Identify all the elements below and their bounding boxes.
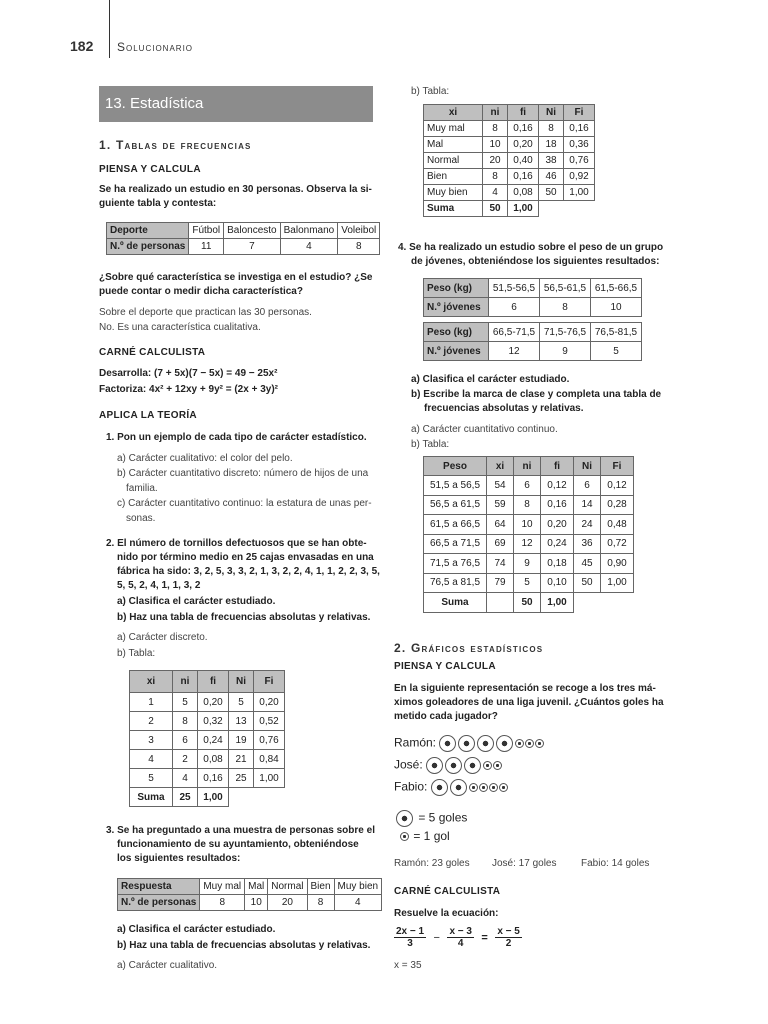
table-cell: 8 — [307, 895, 334, 911]
table-cell: Bien — [307, 879, 334, 895]
table-cell: 0,16 — [541, 495, 574, 515]
table-cell: 0,24 — [541, 534, 574, 554]
table-cell: 10 — [591, 298, 642, 317]
table-cell: 9 — [514, 554, 541, 574]
table-cell: 4 — [280, 239, 338, 255]
table-cell: 66,5 a 71,5 — [424, 534, 487, 554]
desarrolla-line: Desarrolla: (7 + 5x)(7 − 5x) = 49 − 25x² — [99, 368, 278, 379]
header-divider — [109, 0, 110, 58]
q2-line-2: nido por término medio en 25 cajas envasadas en una — [117, 552, 374, 563]
q2-answer-a: a) Carácter discreto. — [117, 632, 208, 643]
table-cell: 20 — [483, 153, 508, 169]
fraction: $\frac{x - 5}{2}$ — [497, 926, 520, 949]
equation — [394, 926, 522, 949]
table-cell: 51,5 a 56,5 — [424, 476, 487, 496]
table-cell: 0,16 — [508, 169, 539, 185]
running-title: Solucionario — [117, 40, 194, 54]
table-total: 25 — [173, 788, 198, 807]
table-header: fi — [198, 671, 229, 693]
table-header: Fi — [564, 105, 595, 121]
table-cell: 74 — [487, 554, 514, 574]
q4-answer-b: b) Tabla: — [411, 439, 450, 450]
q1-answer-a: a) Carácter cualitativo: el color del pelo. — [117, 453, 293, 464]
small-soccer-ball-icon — [535, 739, 544, 748]
table-cell: 8 — [173, 712, 198, 731]
table-cell: 12 — [489, 342, 540, 361]
table-cell: 1,00 — [564, 185, 595, 201]
carne-heading-2: CARNÉ CALCULISTA — [394, 886, 501, 897]
pictogram-row-fabio — [394, 779, 509, 796]
table-cell: 5 — [229, 693, 254, 712]
table-cell: 2 — [130, 712, 173, 731]
table-cell: 1,00 — [254, 769, 285, 788]
table-header: N.º jóvenes — [424, 298, 489, 317]
table-cell: 5 — [514, 573, 541, 593]
table-cell: 45 — [574, 554, 601, 574]
table-cell: 24 — [574, 515, 601, 535]
table-cell: 8 — [514, 495, 541, 515]
table-cell: 10 — [514, 515, 541, 535]
table-cell: 51,5-56,5 — [489, 279, 540, 298]
table-cell: 0,24 — [198, 731, 229, 750]
table-cell: 10 — [483, 137, 508, 153]
soccer-ball-icon — [439, 735, 456, 752]
table-total: 1,00 — [508, 201, 539, 217]
answer-fabio: Fabio: 14 goles — [581, 858, 650, 869]
table-header: Fi — [601, 457, 634, 476]
q1-answer-c: c) Carácter cuantitativo continuo: la estatura de unas per- — [117, 498, 372, 509]
q4-answer-a: a) Carácter cuantitativo continuo. — [411, 424, 558, 435]
table-cell: 6 — [173, 731, 198, 750]
table-cell: Bien — [424, 169, 483, 185]
table-cell: 0,76 — [254, 731, 285, 750]
table-q2 — [129, 670, 285, 807]
table-cell: 50 — [574, 573, 601, 593]
question-line-1: ¿Sobre qué característica se investiga en el estudio? ¿Se — [99, 272, 373, 283]
answer-ramon: Ramón: 23 goles — [394, 858, 470, 869]
table-cell: 8 — [483, 169, 508, 185]
table-cell: 18 — [539, 137, 564, 153]
table-total: 50 — [483, 201, 508, 217]
legend-small-label: = 1 gol — [413, 829, 450, 843]
table-cell: Muy mal — [200, 879, 245, 895]
p2-line-2: ximos goleadores de una liga juvenil. ¿Cuántos goles ha — [394, 697, 664, 708]
table-cell: 10 — [245, 895, 268, 911]
table-header: Ni — [574, 457, 601, 476]
table-cell: 14 — [574, 495, 601, 515]
ball-icons — [426, 758, 503, 772]
q3-line-1: 3. Se ha preguntado a una muestra de personas sobre el — [106, 825, 375, 836]
small-soccer-ball-icon — [493, 761, 502, 770]
table-cell: 0,08 — [198, 750, 229, 769]
table-cell: 0,32 — [198, 712, 229, 731]
table-cell: 61,5-66,5 — [591, 279, 642, 298]
answer-jose: José: 17 goles — [492, 858, 557, 869]
solution: x = 35 — [394, 960, 422, 971]
table-cell: 1 — [130, 693, 173, 712]
q2-line-1: 2. El número de tornillos defectuosos que se han obte- — [106, 538, 367, 549]
table-cell: 0,08 — [508, 185, 539, 201]
table-cell: 8 — [338, 239, 380, 255]
table-header: N.º de personas — [107, 239, 189, 255]
table-cell: 36 — [574, 534, 601, 554]
table-cell: 0,20 — [198, 693, 229, 712]
q3-a: a) Clasifica el carácter estudiado. — [117, 924, 276, 935]
pictogram-row-ramon — [394, 735, 545, 752]
table-cell: 1,00 — [601, 573, 634, 593]
table-cell: 25 — [229, 769, 254, 788]
answer-line-2: No. Es una característica cualitativa. — [99, 322, 261, 333]
table-cell: Fútbol — [189, 223, 224, 239]
answer-line-1: Sobre el deporte que practican las 30 personas. — [99, 307, 312, 318]
table-header: Peso (kg) — [424, 279, 489, 298]
table-cell: 38 — [539, 153, 564, 169]
table-total: 1,00 — [198, 788, 229, 807]
small-soccer-ball-icon — [479, 783, 488, 792]
fraction: $\frac{2x - 1}{3}$ — [396, 926, 425, 949]
table-cell: Balonmano — [280, 223, 338, 239]
table-cell: 64 — [487, 515, 514, 535]
q3-answer-a: a) Carácter cualitativo. — [117, 960, 218, 971]
table-cell: 69 — [487, 534, 514, 554]
table-cell: 0,16 — [508, 121, 539, 137]
table-cell: 0,52 — [254, 712, 285, 731]
ball-icons — [439, 736, 545, 750]
table-cell: Baloncesto — [224, 223, 280, 239]
table-cell: 50 — [539, 185, 564, 201]
table-cell: 0,40 — [508, 153, 539, 169]
table-cell: 0,36 — [564, 137, 595, 153]
soccer-ball-icon — [464, 757, 481, 774]
table-cell: 0,12 — [601, 476, 634, 496]
table-cell: 12 — [514, 534, 541, 554]
table-cell: 0,84 — [254, 750, 285, 769]
table-q3 — [117, 878, 382, 911]
table-header: Ni — [229, 671, 254, 693]
table-cell: 0,90 — [601, 554, 634, 574]
legend-big — [396, 810, 467, 827]
table-cell: 0,18 — [541, 554, 574, 574]
table-cell: 0,16 — [198, 769, 229, 788]
soccer-ball-icon — [450, 779, 467, 796]
soccer-ball-icon — [426, 757, 443, 774]
table-cell: 4 — [173, 769, 198, 788]
table-cell: 0,20 — [508, 137, 539, 153]
table-q4a — [423, 278, 642, 317]
q1-answer-b-cont: familia. — [126, 483, 158, 494]
table-cell: 0,92 — [564, 169, 595, 185]
table-cell: Normal — [424, 153, 483, 169]
q1-answer-b: b) Carácter cuantitativo discreto: número de hijos de una — [117, 468, 369, 479]
small-soccer-ball-icon — [483, 761, 492, 770]
table-cell: 3 — [130, 731, 173, 750]
table-cell: 6 — [489, 298, 540, 317]
p2-line-3: metido cada jugador? — [394, 711, 498, 722]
table-header: fi — [541, 457, 574, 476]
table-cell: 54 — [487, 476, 514, 496]
table-cell: 9 — [540, 342, 591, 361]
q3-line-3: los siguientes resultados: — [117, 853, 241, 864]
section-2-title: 2. Gráficos estadísticos — [394, 641, 544, 655]
table-header: Deporte — [107, 223, 189, 239]
q2-answer-b: b) Tabla: — [117, 648, 156, 659]
player-name: Fabio: — [394, 779, 428, 794]
table-cell: 19 — [229, 731, 254, 750]
table-header: Ni — [539, 105, 564, 121]
table-header: N.º de personas — [118, 895, 200, 911]
soccer-ball-icon — [396, 810, 413, 827]
ball-icons — [431, 780, 509, 794]
section-1-title: 1. Tablas de frecuencias — [99, 138, 252, 152]
table-cell: 0,20 — [541, 515, 574, 535]
table-cell: 0,76 — [564, 153, 595, 169]
question-line-2: puede contar o medir dicha característica? — [99, 286, 303, 297]
fraction: $\frac{x - 3}{4}$ — [449, 926, 472, 949]
q1-text: 1. Pon un ejemplo de cada tipo de carácter estadístico. — [106, 432, 367, 443]
deporte-table — [106, 222, 380, 255]
small-soccer-ball-icon — [469, 783, 478, 792]
table-cell: 56,5 a 61,5 — [424, 495, 487, 515]
table-total: 50 — [514, 593, 541, 613]
table-cell: 79 — [487, 573, 514, 593]
factoriza-line: Factoriza: 4x² + 12xy + 9y² = (2x + 3y)² — [99, 384, 278, 395]
intro-line-1: Se ha realizado un estudio en 30 personas. Observa la si- — [99, 184, 372, 195]
q3-line-2: funcionamiento de su ayuntamiento, obteniéndose — [117, 839, 359, 850]
small-soccer-ball-icon — [400, 832, 409, 841]
table-cell: 13 — [229, 712, 254, 731]
soccer-ball-icon — [431, 779, 448, 796]
table-cell: 59 — [487, 495, 514, 515]
piensa-heading-2: PIENSA Y CALCULA — [394, 661, 496, 672]
table-cell: 71,5 a 76,5 — [424, 554, 487, 574]
q3-b: b) Haz una tabla de frecuencias absolutas y relativas. — [117, 940, 371, 951]
q2-line-3: fábrica ha sido: 3, 2, 5, 3, 3, 2, 1, 3, 2, 2, 4, 1, 1, 2, 2, 3, 5, — [117, 566, 380, 577]
table-q4c — [423, 456, 634, 613]
table-header: N.º jóvenes — [424, 342, 489, 361]
table-cell: 11 — [189, 239, 224, 255]
table-cell: Voleibol — [338, 223, 380, 239]
table-cell: 0,28 — [601, 495, 634, 515]
table-cell: 76,5 a 81,5 — [424, 573, 487, 593]
table-cell: 0,12 — [541, 476, 574, 496]
intro-line-2: guiente tabla y contesta: — [99, 198, 217, 209]
q2-line-4: 5, 5, 2, 4, 1, 1, 3, 2 — [117, 580, 201, 591]
chapter-banner — [99, 86, 373, 122]
table-cell: Muy bien — [334, 879, 382, 895]
q4-line-2: de jóvenes, obteniéndose los siguientes resultados: — [411, 256, 660, 267]
minus-sign: − — [433, 931, 440, 944]
table-cell: 66,5-71,5 — [489, 323, 540, 342]
q1-answer-c-cont: sonas. — [126, 513, 156, 524]
legend-big-label: = 5 goles — [418, 810, 468, 825]
small-soccer-ball-icon — [515, 739, 524, 748]
table-cell: 76,5-81,5 — [591, 323, 642, 342]
table-cell: 4 — [130, 750, 173, 769]
player-name: Ramón: — [394, 735, 437, 750]
q2-b: b) Haz una tabla de frecuencias absolutas y relativas. — [117, 612, 371, 623]
piensa-heading: PIENSA Y CALCULA — [99, 164, 201, 175]
p2-line-1: En la siguiente representación se recoge a los tres má- — [394, 683, 656, 694]
table-cell: 61,5 a 66,5 — [424, 515, 487, 535]
table-cell: 4 — [334, 895, 382, 911]
table-cell: 8 — [483, 121, 508, 137]
carne-heading: CARNÉ CALCULISTA — [99, 347, 206, 358]
table-cell: 0,16 — [564, 121, 595, 137]
table-cell: Muy bien — [424, 185, 483, 201]
small-soccer-ball-icon — [525, 739, 534, 748]
table-q4b — [423, 322, 642, 361]
table-cell: 6 — [574, 476, 601, 496]
table-cell: 56,5-61,5 — [540, 279, 591, 298]
table-cell: 20 — [268, 895, 307, 911]
table-cell: Normal — [268, 879, 307, 895]
table-cell: 0,48 — [601, 515, 634, 535]
table-header: Peso (kg) — [424, 323, 489, 342]
table-cell: Mal — [424, 137, 483, 153]
tabla-label: b) Tabla: — [411, 86, 450, 97]
table-cell: 5 — [130, 769, 173, 788]
table-header: ni — [483, 105, 508, 121]
soccer-ball-icon — [445, 757, 462, 774]
aplica-heading: APLICA LA TEORÍA — [99, 410, 197, 421]
table-header: Peso — [424, 457, 487, 476]
table-header: ni — [173, 671, 198, 693]
pictogram-row-jose — [394, 757, 503, 774]
soccer-ball-icon — [458, 735, 475, 752]
table-total-label: Suma — [130, 788, 173, 807]
chapter-title: 13. Estadística — [105, 95, 204, 112]
table-cell: 2 — [173, 750, 198, 769]
table-cell: Muy mal — [424, 121, 483, 137]
table-cell: 46 — [539, 169, 564, 185]
equals-sign: = — [481, 931, 488, 944]
soccer-ball-icon — [477, 735, 494, 752]
table-header: ni — [514, 457, 541, 476]
table-header: fi — [508, 105, 539, 121]
table-cell: Mal — [245, 879, 268, 895]
small-soccer-ball-icon — [499, 783, 508, 792]
table-cell: 4 — [483, 185, 508, 201]
table-total: 1,00 — [541, 593, 574, 613]
q4-line-1: 4. Se ha realizado un estudio sobre el peso de un grupo — [398, 242, 664, 253]
table-cell: 5 — [173, 693, 198, 712]
table-cell: 7 — [224, 239, 280, 255]
table-cell: 5 — [591, 342, 642, 361]
table-header: xi — [487, 457, 514, 476]
table-cell: 6 — [514, 476, 541, 496]
table-cell: 8 — [200, 895, 245, 911]
table-q3b — [423, 104, 595, 217]
page-number: 182 — [70, 38, 94, 54]
table-total-label: Suma — [424, 593, 487, 613]
table-cell: 8 — [539, 121, 564, 137]
table-cell: 0,72 — [601, 534, 634, 554]
resuelve-line: Resuelve la ecuación: — [394, 908, 499, 919]
table-cell: 8 — [540, 298, 591, 317]
table-header: xi — [424, 105, 483, 121]
q4-b: b) Escribe la marca de clase y completa una tabla de — [411, 389, 662, 400]
table-header: Respuesta — [118, 879, 200, 895]
legend-small — [400, 829, 450, 843]
table-total — [487, 593, 514, 613]
table-cell: 21 — [229, 750, 254, 769]
table-header: Fi — [254, 671, 285, 693]
q2-a: a) Clasifica el carácter estudiado. — [117, 596, 276, 607]
q4-b-cont: frecuencias absolutas y relativas. — [424, 403, 584, 414]
table-cell: 0,20 — [254, 693, 285, 712]
table-cell: 71,5-76,5 — [540, 323, 591, 342]
table-total-label: Suma — [424, 201, 483, 217]
q4-a: a) Clasifica el carácter estudiado. — [411, 374, 570, 385]
small-soccer-ball-icon — [489, 783, 498, 792]
player-name: José: — [394, 757, 423, 772]
table-header: xi — [130, 671, 173, 693]
table-cell: 0,10 — [541, 573, 574, 593]
soccer-ball-icon — [496, 735, 513, 752]
